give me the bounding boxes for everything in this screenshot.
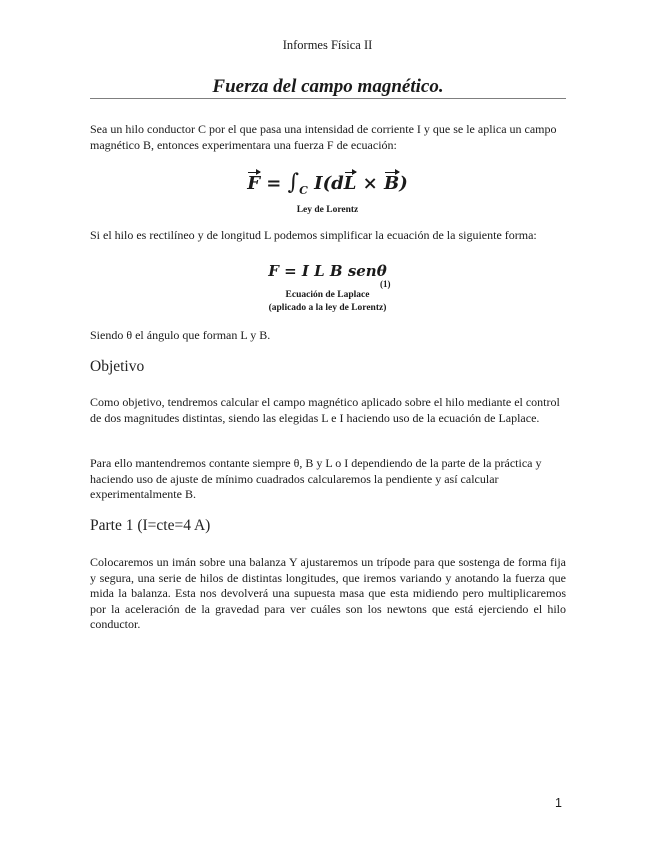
page-header: Informes Física II xyxy=(282,38,373,52)
length-vector: L xyxy=(343,173,357,194)
document-title: Fuerza del campo magnético. xyxy=(212,76,444,97)
close-paren: ) xyxy=(399,173,408,194)
lorentz-caption: Ley de Lorentz xyxy=(296,205,359,215)
integral-subscript: C xyxy=(299,184,308,197)
laplace-formula: F = I L B senθ xyxy=(268,262,387,280)
equation-number: (1) xyxy=(380,279,391,289)
objective-heading: Objetivo xyxy=(90,358,145,375)
laplace-caption-line2: (aplicado a la ley de Lorentz) xyxy=(268,303,387,313)
integral-symbol: ∫ xyxy=(287,170,300,195)
current-symbol: I xyxy=(314,173,323,194)
laplace-caption-line1: Ecuación de Laplace xyxy=(285,290,370,300)
intro-paragraph: Sea un hilo conductor C por el que pasa una intensidad de corriente I y que se le aplica un campo magnético B, entonces experimentara una fuerza F de ecuación: xyxy=(90,122,557,152)
objective-paragraph-2: Para ello mantendremos contante siempre θ, B y L o I dependiendo de la parte de la práctica y haciendo uso de ajuste de mínimo cuadrados calcularemos la pendiente y así calcular experimentalmente B. xyxy=(90,456,542,501)
title-underline xyxy=(90,98,566,99)
theta-note: Siendo θ el ángulo que forman L y B. xyxy=(90,328,271,342)
part1-paragraph: Colocaremos un imán sobre una balanza Y ajustaremos un trípode para que sostenga de forma fija y segura, una serie de hilos de distintas longitudes, que iremos variando y anotando la fuerza que mida la balanza. Esta nos devolverá una supuesta masa que esta midiendo pero multiplicaremos por la aceleración de la gravedad para ver cuáles son los newtons que está ejerciendo el hilo conductor. xyxy=(90,555,566,631)
part1-heading: Parte 1 (I=cte=4 A) xyxy=(90,517,211,534)
lorentz-formula xyxy=(0,170,655,197)
objective-paragraph-1: Como objetivo, tendremos calcular el campo magnético aplicado sobre el hilo mediante el control de dos magnitudes distintas, siendo las elegidas L e I haciendo uso de la ecuación de Laplace. xyxy=(90,395,560,425)
rectilinear-paragraph: Si el hilo es rectilíneo y de longitud L podemos simplificar la ecuación de la siguiente forma: xyxy=(90,228,537,242)
force-vector: F xyxy=(247,173,260,194)
open-paren: ( xyxy=(322,173,332,194)
field-vector: B xyxy=(384,173,400,194)
page-number: 1 xyxy=(555,796,562,810)
differential-d: d xyxy=(331,173,344,194)
cross-sign: × xyxy=(362,173,378,194)
equals-sign: = xyxy=(266,173,282,194)
